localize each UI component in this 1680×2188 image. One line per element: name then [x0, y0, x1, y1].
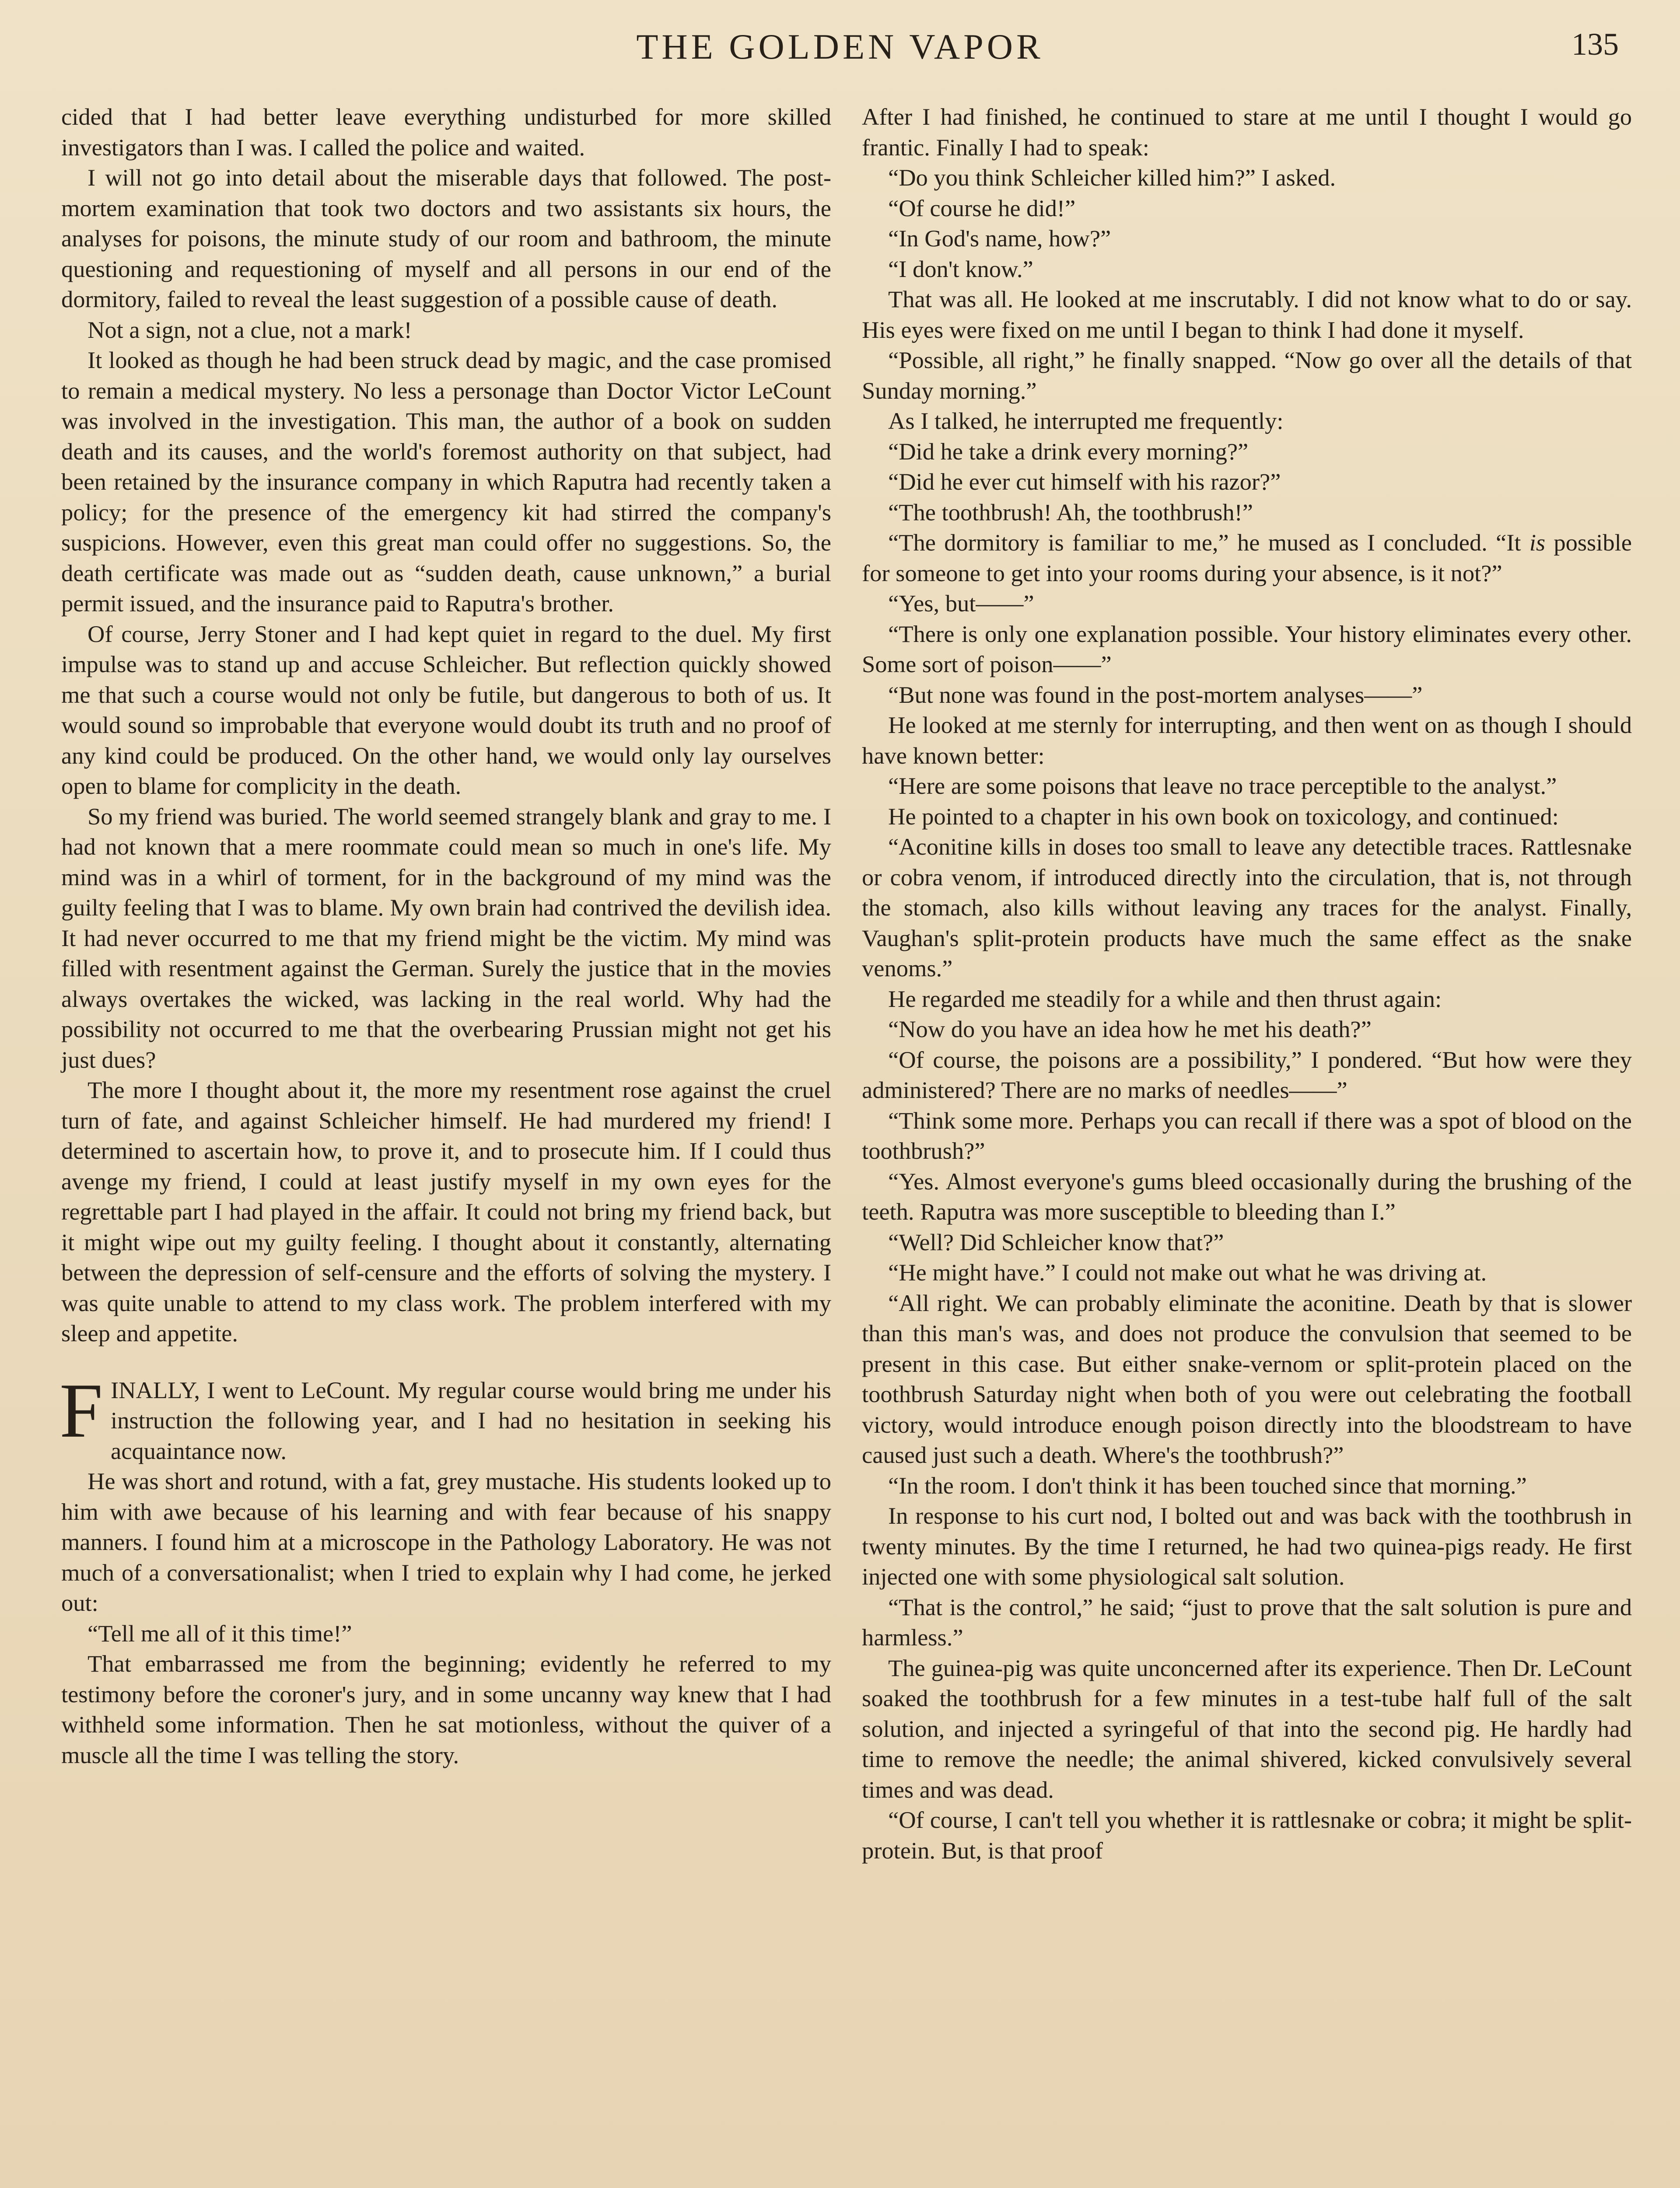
- right-column: [862, 102, 1632, 1865]
- paragraph: “Yes, but——”: [888, 590, 1034, 617]
- section-opening-paragraph: [60, 1367, 831, 1466]
- paragraph: “There is only one explanation possible. Your history eliminates every other. Some sort of poison——”: [862, 620, 1632, 677]
- paragraph: “All right. We can probably eliminate the aconitine. Death by that is slower than this man's was, and does not produce the convulsion that seemed to be present in this case. But either snake-vernom or split-protein placed on the toothbrush Saturday night when both of you were out celebrating the football victory, would introduce enough poison directly into the bloodstream to have caused just such a death. Where's the toothbrush?”: [862, 1289, 1632, 1468]
- page-header: [0, 26, 1680, 79]
- paragraph: “Do you think Schleicher killed him?” I asked.: [888, 164, 1336, 191]
- text-run: “The dormitory is familiar to me,” he mused as I concluded. “It: [888, 529, 1530, 556]
- paragraph: In response to his curt nod, I bolted out and was back with the toothbrush in twenty minutes. By the time I returned, he had two quinea-pigs ready. He first injected one with some physiological salt solution.: [862, 1502, 1632, 1590]
- emphasis: is: [1529, 529, 1546, 556]
- paragraph: “I don't know.”: [888, 255, 1033, 282]
- paragraph: “Tell me all of it this time!”: [88, 1620, 352, 1647]
- paragraph: “The toothbrush! Ah, the toothbrush!”: [888, 498, 1253, 526]
- paragraph: [862, 527, 1632, 588]
- paragraph: “Aconitine kills in doses too small to leave any detectible traces. Rattlesnake or cobra venom, if introduced directly into the circulation, that is, not through the stomach, also kills without leaving any traces for the analyst. Finally, Vaughan's split-protein products have much the same effect as the snake venoms.”: [862, 833, 1632, 982]
- paragraph: That was all. He looked at me inscrutably. I did not know what to do or say. His eyes were fixed on me until I began to think I had done it myself.: [862, 286, 1632, 343]
- paragraph: The more I thought about it, the more my resentment rose against the cruel turn of fate, and against Schleicher himself. He had murdered my friend! I determined to ascertain how, to prove it, and to prosecute him. If I could thus avenge my friend, I could at least justify myself in my own eyes for the regrettable part I had played in the affair. It could not bring my friend back, but it might wipe out my guilty feeling. I thought about it constantly, alternating between the depression of self-censure and the efforts of solving the mystery. I was quite unable to attend to my class work. The problem interfered with my sleep and appetite.: [61, 1076, 831, 1346]
- paragraph: It looked as though he had been struck dead by magic, and the case promised to remain a medical mystery. No less a personage than Doctor Victor LeCount was involved in the investigation. This man, the author of a book on sudden death and its causes, and the world's foremost authority on that subject, had been retained by the insurance company in which Raputra had recently taken a policy; for the presence of the emergency kit had stirred the company's suspicions. However, even this great man could offer no suggestions. So, the death certificate was made out as “sudden death, cause unknown,” a burial permit issued, and the insurance paid to Raputra's brother.: [61, 347, 831, 617]
- paragraph: “Well? Did Schleicher know that?”: [888, 1228, 1224, 1255]
- paragraph: “Of course, I can't tell you whether it is rattlesnake or cobra; it might be split-protein. But, is that proof: [862, 1806, 1632, 1864]
- paragraph: I will not go into detail about the miserable days that followed. The post-mortem examination that took two doctors and two assistants six hours, the analyses for poisons, the minute study of our room and bathroom, the minute questioning and requestioning of myself and all persons in our end of the dormitory, failed to reveal the least suggestion of a possible cause of death.: [61, 164, 831, 312]
- paragraph: “Think some more. Perhaps you can recall if there was a spot of blood on the toothbrush?”: [862, 1107, 1632, 1164]
- paragraph: “That is the control,” he said; “just to prove that the salt solution is pure and harmless.”: [862, 1593, 1632, 1651]
- paragraph: He regarded me steadily for a while and then thrust again:: [888, 985, 1442, 1012]
- paragraph: “But none was found in the post-mortem analyses——”: [888, 681, 1423, 708]
- paragraph: That embarrassed me from the beginning; evidently he referred to my testimony before the coroner's jury, and in some uncanny way knew that I had withheld some information. Then he sat motionless, without the quiver of a muscle all the time I was telling the story.: [61, 1650, 831, 1768]
- running-title: THE GOLDEN VAPOR: [636, 27, 1044, 67]
- left-column: [61, 102, 831, 1770]
- page-number: 135: [1572, 27, 1619, 62]
- drop-cap: F: [60, 1367, 103, 1454]
- paragraph: cided that I had better leave everything undisturbed for more skilled investigators than I was. I called the police and waited.: [61, 103, 831, 161]
- paragraph: Not a sign, not a clue, not a mark!: [88, 316, 412, 343]
- paragraph: He pointed to a chapter in his own book on toxicology, and continued:: [888, 803, 1559, 830]
- paragraph: “In God's name, how?”: [888, 225, 1111, 252]
- paragraph: “Of course, the poisons are a possibility,” I pondered. “But how were they administered? There are no marks of needles——”: [862, 1046, 1632, 1103]
- paragraph: “Now do you have an idea how he met his death?”: [888, 1016, 1372, 1042]
- paragraph: So my friend was buried. The world seemed strangely blank and gray to me. I had not known that a mere roommate could mean so much in one's life. My mind was in a whirl of torment, for in the background of my mind was the guilty feeling that I was to blame. My own brain had contrived the devilish idea. It had never occurred to me that my friend might be the victim. My mind was filled with resentment against the German. Surely the justice that in the movies always overtakes the wicked, was lacking in the real world. Why had the possibility not occurred to me that the overbearing Prussian might not get his just dues?: [61, 803, 831, 1073]
- paragraph: Of course, Jerry Stoner and I had kept quiet in regard to the duel. My first impulse was to stand up and accuse Schleicher. But reflection quickly showed me that such a course would not only be futile, but dangerous to both of us. It would sound so improbable that everyone would doubt its truth and no proof of any kind could be produced. On the other hand, we would only lay ourselves open to blame for complicity in the death.: [61, 620, 831, 799]
- paragraph: As I talked, he interrupted me frequently:: [888, 407, 1284, 434]
- section-opening-text: INALLY, I went to LeCount. My regular course would bring me under his instruction the following year, and I had no hesitation in seeking his acquaintance now.: [111, 1376, 831, 1464]
- paragraph: “Did he take a drink every morning?”: [888, 438, 1249, 465]
- paragraph: The guinea-pig was quite unconcerned after its experience. Then Dr. LeCount soaked the toothbrush for a few minutes in a test-tube half full of the salt solution, and injected a syringeful of that into the second pig. He hardly had time to remove the needle; the animal shivered, kicked convulsively several times and was dead.: [862, 1654, 1632, 1803]
- paragraph: He was short and rotund, with a fat, grey mustache. His students looked up to him with awe because of his learning and with fear because of his snappy manners. I found him at a microscope in the Pathology Laboratory. He was not much of a conversationalist; when I tried to explain why I had come, he jerked out:: [61, 1468, 831, 1616]
- paragraph: “He might have.” I could not make out what he was driving at.: [888, 1259, 1487, 1286]
- text-run: possible for someone to get into your rooms during your absence, is it not?”: [862, 529, 1632, 586]
- paragraph: After I had finished, he continued to stare at me until I thought I would go frantic. Finally I had to speak:: [862, 103, 1632, 161]
- paragraph: “Yes. Almost everyone's gums bleed occasionally during the brushing of the teeth. Raputra was more susceptible to bleeding than I.”: [862, 1168, 1632, 1225]
- paragraph: “Did he ever cut himself with his razor?”: [888, 468, 1281, 495]
- paragraph: “In the room. I don't think it has been touched since that morning.”: [888, 1472, 1527, 1499]
- paragraph: “Possible, all right,” he finally snapped. “Now go over all the details of that Sunday morning.”: [862, 347, 1632, 404]
- paragraph: “Here are some poisons that leave no trace perceptible to the analyst.”: [888, 772, 1557, 799]
- paragraph: “Of course he did!”: [888, 194, 1076, 221]
- paragraph: He looked at me sternly for interrupting, and then went on as though I should have known better:: [862, 712, 1632, 769]
